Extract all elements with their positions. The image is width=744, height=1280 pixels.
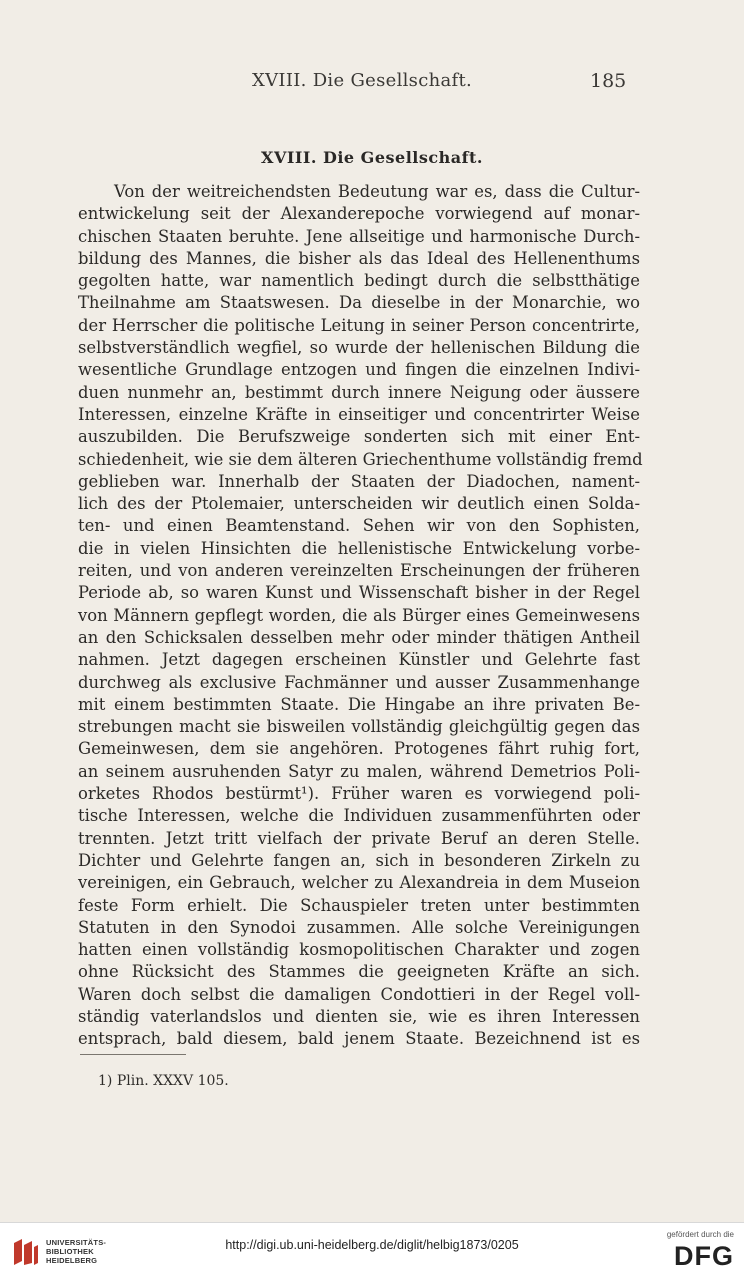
text-line: auszubilden. Die Berufszweige sonderten sich mit einer Ent-: [78, 427, 640, 447]
footnote: 1) Plin. XXXV 105.: [98, 1073, 229, 1089]
page-number: 185: [590, 70, 627, 92]
text-line: trennten. Jetzt tritt vielfach der private Beruf an deren Stelle.: [78, 828, 640, 848]
text-line: tische Interessen, welche die Individuen zusammenführten oder: [78, 806, 640, 826]
text-line: der Herrscher die politische Leitung in seiner Person concentrirte,: [78, 315, 640, 335]
footnote-divider: [80, 1054, 186, 1055]
text-line: bildung des Mannes, die bisher als das Ideal des Hellenenthums: [78, 248, 640, 268]
text-line: die in vielen Hinsichten die hellenistische Entwickelung vorbe-: [78, 538, 640, 558]
text-line: selbstverständlich wegfiel, so wurde der hellenischen Bildung die: [78, 338, 640, 358]
text-line: Theilnahme am Staatswesen. Da dieselbe in der Monarchie, wo: [78, 293, 640, 313]
text-line: feste Form erhielt. Die Schauspieler treten unter bestimmten: [78, 895, 640, 915]
text-line: ständig vaterlandslos und dienten sie, wie es ihren Interessen: [78, 1006, 640, 1026]
text-line: chischen Staaten beruhte. Jene allseitige und harmonische Durch-: [78, 226, 640, 246]
chapter-title: XVIII. Die Gesellschaft.: [261, 148, 483, 167]
text-line: hatten einen vollständig kosmopolitischen Charakter und zogen: [78, 940, 640, 960]
text-line: schiedenheit, wie sie dem älteren Griechenthume vollständig fremd: [78, 449, 643, 469]
dfg-logo[interactable]: DFG: [674, 1241, 734, 1271]
text-line: an seinem ausruhenden Satyr zu malen, während Demetrios Poli-: [78, 761, 640, 781]
text-line: strebungen macht sie bisweilen vollständig gleichgültig gegen das: [78, 717, 640, 737]
text-line: Statuten in den Synodoi zusammen. Alle solche Vereinigungen: [78, 917, 640, 937]
text-line: ohne Rücksicht des Stammes die geeigneten Kräfte an sich.: [78, 962, 640, 982]
text-line: entsprach, bald diesem, bald jenem Staate. Bezeichnend ist es: [78, 1029, 640, 1049]
text-line: Waren doch selbst die damaligen Condottieri in der Regel voll-: [78, 984, 640, 1004]
text-line: lich des der Ptolemaier, unterscheiden wir deutlich einen Solda-: [78, 494, 640, 514]
text-line: durchweg als exclusive Fachmänner und ausser Zusammenhange: [78, 672, 640, 692]
text-line: an den Schicksalen desselben mehr oder minder thätigen Antheil: [78, 627, 640, 647]
library-name-line: BIBLIOTHEK: [46, 1247, 94, 1256]
text-line: entwickelung seit der Alexanderepoche vorwiegend auf monar-: [78, 204, 640, 224]
text-line: Periode ab, so waren Kunst und Wissenschaft bisher in der Regel: [78, 583, 640, 603]
text-line: mit einem bestimmten Staate. Die Hingabe an ihre privaten Be-: [78, 694, 640, 714]
library-name-line: HEIDELBERG: [46, 1256, 98, 1265]
text-line: gegolten hatte, war namentlich bedingt durch die selbstthätige: [78, 271, 640, 291]
funder-caption: gefördert durch die: [666, 1230, 734, 1239]
text-line: Gemeinwesen, dem sie angehören. Protogenes fährt ruhig fort,: [78, 739, 640, 759]
page-url-link[interactable]: http://digi.ub.uni-heidelberg.de/diglit/helbig1873/0205: [225, 1238, 519, 1252]
text-line: orketes Rhodos bestürmt¹). Früher waren es vorwiegend poli-: [78, 784, 640, 804]
text-line: Dichter und Gelehrte fangen an, sich in besonderen Zirkeln zu: [78, 850, 640, 870]
body-text: [78, 181, 643, 1051]
text-line: vereinigen, ein Gebrauch, welcher zu Alexandreia in dem Museion: [78, 873, 640, 893]
text-line: wesentliche Grundlage entzogen und fingen die einzelnen Indivi-: [78, 360, 640, 380]
running-head-title: XVIII. Die Gesellschaft.: [252, 70, 473, 91]
text-line: geblieben war. Innerhalb der Staaten der Diadochen, nament-: [78, 471, 640, 491]
text-line: Interessen, einzelne Kräfte in einseitiger und concentrirter Weise: [78, 404, 640, 424]
text-line: duen nunmehr an, bestimmt durch innere Neigung oder äussere: [78, 382, 640, 402]
library-name-line: UNIVERSITÄTS-: [46, 1238, 107, 1247]
text-line: reiten, und von anderen vereinzelten Erscheinungen der früheren: [78, 561, 640, 581]
text-line: Von der weitreichendsten Bedeutung war es, dass die Cultur-: [114, 182, 640, 201]
text-line: von Männern gepflegt worden, die als Bürger eines Gemeinwesens: [78, 605, 640, 625]
text-line: ten- und einen Beamtenstand. Sehen wir von den Sophisten,: [78, 516, 640, 536]
viewer-footer: [0, 1222, 744, 1280]
text-line: nahmen. Jetzt dagegen erscheinen Künstler und Gelehrte fast: [78, 650, 640, 670]
